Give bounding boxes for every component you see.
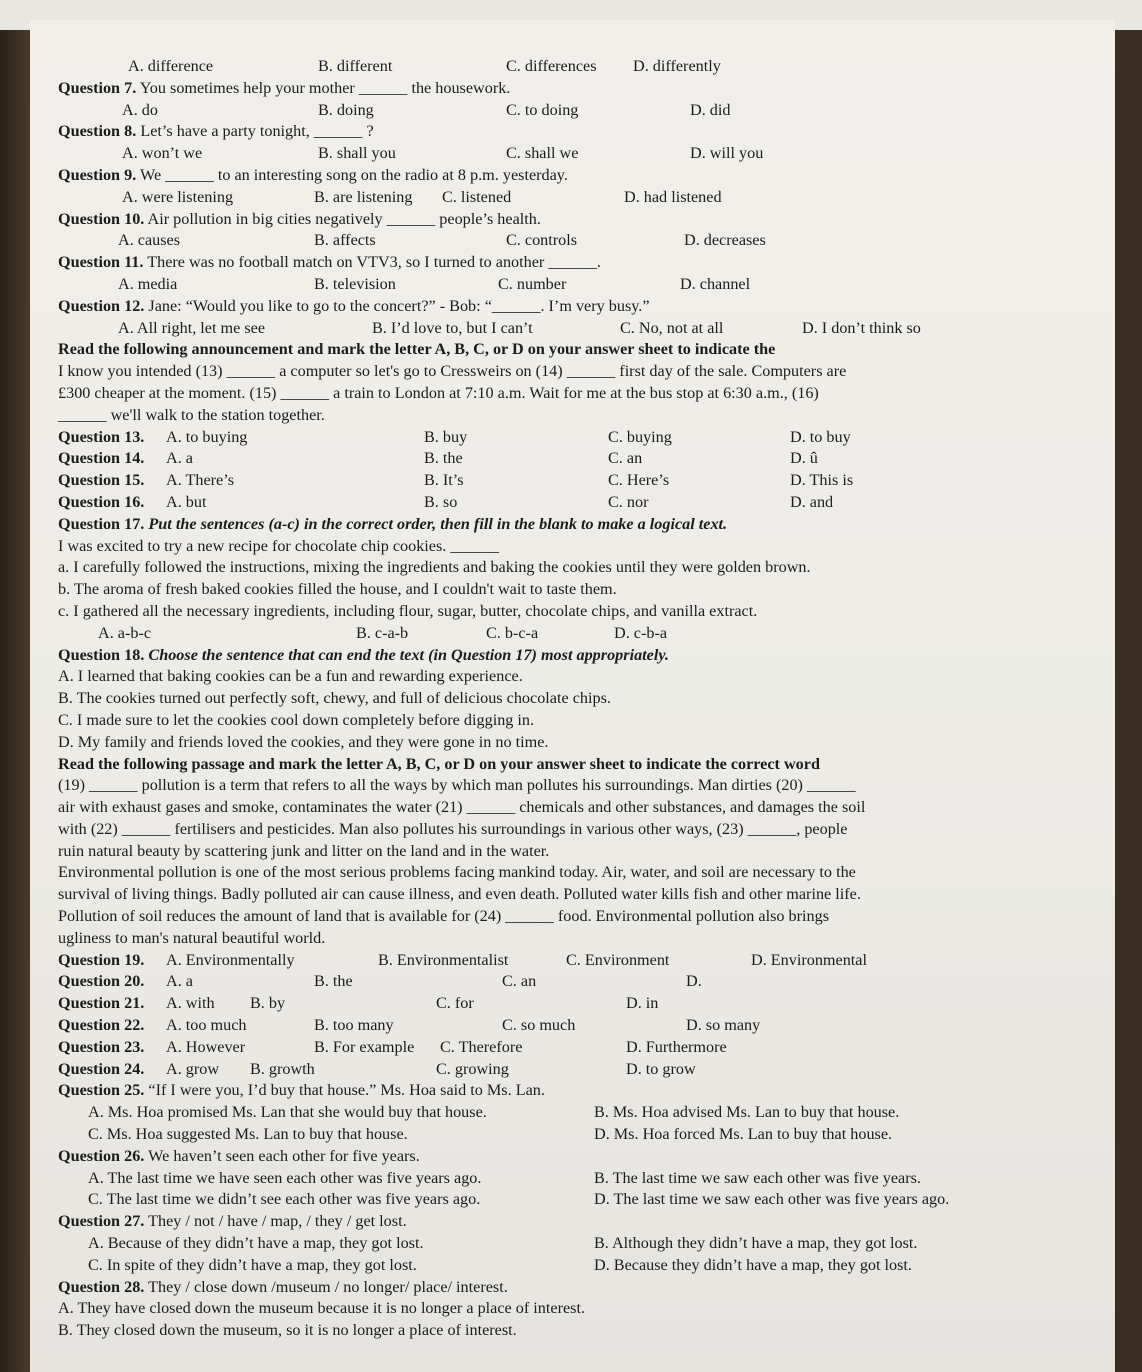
question-text: We haven’t seen each other for five years.	[144, 1146, 420, 1165]
passage-line: ______ we'll walk to the station together.	[58, 405, 325, 424]
answer-option: B. by	[250, 994, 286, 1013]
question-label: Question 15.	[58, 471, 145, 490]
answer-option: B. c-a-b	[356, 623, 409, 642]
section-heading-text: Read the following passage and mark the letter A, B, C, or D on your answer sheet to indicate the correct word	[58, 754, 820, 773]
text-line	[58, 862, 1058, 884]
answer-option: D. û	[790, 449, 818, 468]
question-options-row	[58, 492, 1058, 514]
passage-line: I know you intended (13) ______ a computer so let's go to Cressweirs on (14) ______ first day of the sale. Computers are	[58, 362, 847, 381]
question-label: Question 8.	[58, 122, 137, 141]
text-line	[58, 884, 1058, 906]
answer-option: D. to buy	[790, 427, 851, 446]
question-text: There was no football match on VTV3, so I turned to another ______.	[143, 253, 601, 272]
text-line	[58, 797, 1058, 819]
answer-option: D.	[686, 972, 702, 991]
text-line	[58, 710, 1058, 732]
question-label: Question 11.	[58, 253, 144, 272]
answer-option: B. shall you	[318, 144, 396, 163]
section-heading	[58, 754, 1058, 776]
answer-option: C. The last time we didn’t see each other was five years ago.	[88, 1190, 481, 1209]
answer-option: A. were listening	[122, 187, 234, 206]
question-text: We ______ to an interesting song on the radio at 8 p.m. yesterday.	[136, 165, 568, 184]
question-label: Question 28.	[58, 1277, 145, 1296]
answer-option: D. had listened	[624, 187, 722, 206]
section-heading	[58, 339, 1058, 361]
passage-line: b. The aroma of fresh baked cookies filled the house, and I couldn't wait to taste them.	[58, 580, 617, 599]
text-line	[58, 383, 1058, 405]
answer-option: B. different	[318, 57, 393, 75]
question-instruction: Put the sentences (a-c) in the correct order, then fill in the blank to make a logical text.	[144, 514, 728, 533]
question-label: Question 20.	[58, 972, 145, 991]
passage-line: c. I gathered all the necessary ingredients, including flour, sugar, butter, chocolate chips, and vanilla extract.	[58, 601, 758, 620]
question-label: Question 16.	[58, 492, 145, 511]
answer-option: C. buying	[608, 427, 672, 446]
question-line	[58, 121, 1058, 143]
answer-option: A. There’s	[166, 471, 235, 490]
answer-option: A. a	[166, 449, 193, 468]
text-line	[58, 361, 1058, 383]
answer-option: A. All right, let me see	[118, 318, 266, 337]
passage-line: a. I carefully followed the instructions, mixing the ingredients and baking the cookies until they were golden brown.	[58, 558, 811, 577]
answer-option: D. differently	[633, 57, 721, 75]
answer-option: C. to doing	[506, 100, 579, 119]
answer-option: C. so much	[502, 1016, 576, 1035]
answer-option: A. do	[122, 100, 158, 119]
answer-option: D. I don’t think so	[802, 318, 921, 337]
passage-line: I was excited to try a new recipe for chocolate chip cookies. ______	[58, 536, 499, 555]
answer-option: C. an	[608, 449, 643, 468]
question-text: “If I were you, I’d buy that house.” Ms. Hoa said to Ms. Lan.	[144, 1081, 545, 1100]
answer-option: C. Therefore	[440, 1037, 523, 1056]
answer-option: B. television	[314, 274, 396, 293]
answer-option: C. number	[498, 274, 567, 293]
answer-option: C. listened	[442, 187, 512, 206]
text-line	[58, 688, 1058, 710]
answer-option: C. an	[502, 972, 537, 991]
passage-line: B. They closed down the museum, so it is no longer a place of interest.	[58, 1321, 517, 1340]
passage-line: (19) ______ pollution is a term that refers to all the ways by which man pollutes his surroundings. Man dirties (20) ______	[58, 776, 856, 795]
answer-option: D. This is	[790, 471, 854, 490]
question-instruction: Choose the sentence that can end the text (in Question 17) most appropriately.	[144, 645, 669, 664]
answer-option: B. too many	[314, 1016, 394, 1035]
question-label: Question 21.	[58, 994, 145, 1013]
passage-line: B. The cookies turned out perfectly soft, chewy, and full of delicious chocolate chips.	[58, 689, 611, 708]
answer-option: B. the	[314, 972, 353, 991]
answer-option: A. The last time we have seen each other was five years ago.	[88, 1168, 482, 1187]
answer-option: C. No, not at all	[620, 318, 724, 337]
answer-option: C. differences	[506, 57, 597, 75]
answer-option: A. Ms. Hoa promised Ms. Lan that she would buy that house.	[88, 1103, 487, 1122]
answer-option: D. Environmental	[751, 950, 867, 969]
answer-option: A. won’t we	[122, 144, 203, 163]
question-label: Question 13.	[58, 427, 145, 446]
answer-option: D. decreases	[684, 231, 766, 250]
question-text: They / close down /museum / no longer/ place/ interest.	[144, 1277, 508, 1296]
answer-option: B. are listening	[314, 187, 413, 206]
text-line	[58, 775, 1058, 797]
answer-option: C. for	[436, 994, 474, 1013]
text-line	[58, 601, 1058, 623]
passage-line: with (22) ______ fertilisers and pesticides. Man also pollutes his surroundings in various other ways, (23) ______, people	[58, 819, 848, 838]
question-line	[58, 514, 1058, 536]
answer-option: B. For example	[314, 1037, 415, 1056]
answer-options-row	[58, 1124, 1058, 1146]
question-options-row	[58, 971, 1058, 993]
answer-option: D. to grow	[626, 1059, 696, 1078]
answer-option: C. controls	[506, 231, 578, 250]
passage-line: Pollution of soil reduces the amount of land that is available for (24) ______ food. Environmental pollution also brings	[58, 907, 830, 926]
passage-line: ruin natural beauty by scattering junk and litter on the land and in the water.	[58, 841, 550, 860]
answer-option: D. c-b-a	[614, 623, 668, 642]
text-line	[58, 666, 1058, 688]
passage-line: Environmental pollution is one of the most serious problems facing mankind today. Air, water, and soil are necessary to the	[58, 863, 856, 882]
text-line	[58, 557, 1058, 579]
passage-line: £300 cheaper at the moment. (15) ______ a train to London at 7:10 a.m. Wait for me at the bus stop at 6:30 a.m., (16)	[58, 383, 819, 402]
question-label: Question 19.	[58, 950, 145, 969]
text-line	[58, 732, 1058, 754]
question-label: Question 17.	[58, 514, 145, 533]
answer-options-row	[58, 1233, 1058, 1255]
question-label: Question 25.	[58, 1081, 145, 1100]
question-line	[58, 78, 1058, 100]
answer-option: D. did	[690, 100, 731, 119]
answer-option: B. I’d love to, but I can’t	[372, 318, 533, 337]
answer-option: B. It’s	[424, 471, 464, 490]
answer-option: B. The last time we saw each other was five years.	[594, 1168, 921, 1187]
passage-line: A. I learned that baking cookies can be a fun and rewarding experience.	[58, 667, 523, 686]
answer-option: C. shall we	[506, 144, 579, 163]
answer-options-row	[58, 274, 1058, 296]
question-line	[58, 1277, 1058, 1299]
question-options-row	[58, 427, 1058, 449]
answer-option: C. b-c-a	[486, 623, 539, 642]
question-text: Let’s have a party tonight, ______ ?	[136, 122, 374, 141]
answer-option: A. to buying	[166, 427, 248, 446]
question-label: Question 14.	[58, 449, 145, 468]
question-line	[58, 1211, 1058, 1233]
answer-option: D. in	[626, 994, 659, 1013]
question-options-row	[58, 993, 1058, 1015]
worksheet-content	[58, 56, 1058, 1342]
question-text: Air pollution in big cities negatively ______ people’s health.	[144, 209, 541, 228]
question-label: Question 12.	[58, 296, 145, 315]
answer-option: A. but	[166, 492, 207, 511]
answer-options-row	[58, 187, 1058, 209]
passage-line: survival of living things. Badly polluted air can cause illness, and even death. Polluted water kills fish and other marine life.	[58, 885, 861, 904]
question-label: Question 23.	[58, 1037, 145, 1056]
text-line	[58, 819, 1058, 841]
passage-line: air with exhaust gases and smoke, contaminates the water (21) ______ chemicals and other substances, and damages the soil	[58, 798, 866, 817]
text-line	[58, 579, 1058, 601]
answer-option: A. However	[166, 1037, 246, 1056]
answer-option: A. too much	[166, 1016, 247, 1035]
answer-option: A. Environmentally	[166, 950, 295, 969]
question-label: Question 22.	[58, 1016, 145, 1035]
question-label: Question 24.	[58, 1059, 145, 1078]
question-options-row	[58, 1059, 1058, 1081]
answer-option: D. will you	[690, 144, 764, 163]
question-label: Question 9.	[58, 165, 137, 184]
question-text: Jane: “Would you like to go to the concert?” - Bob: “______. I’m very busy.”	[144, 296, 650, 315]
text-line	[58, 536, 1058, 558]
desk-background	[0, 0, 30, 1372]
answer-options-row	[58, 100, 1058, 122]
question-text: You sometimes help your mother ______ the housework.	[136, 78, 511, 97]
answer-option: A. media	[118, 274, 178, 293]
answer-option: D. so many	[686, 1016, 761, 1035]
answer-option: D. The last time we saw each other was five years ago.	[594, 1190, 950, 1209]
answer-option: B. doing	[318, 100, 374, 119]
answer-option: B. so	[424, 492, 458, 511]
question-line	[58, 296, 1058, 318]
text-line	[58, 405, 1058, 427]
answer-options-row	[58, 623, 1058, 645]
question-line	[58, 1080, 1058, 1102]
question-line	[58, 165, 1058, 187]
answer-option: C. growing	[436, 1059, 509, 1078]
question-label: Question 10.	[58, 209, 145, 228]
answer-option: C. Environment	[566, 950, 670, 969]
answer-options-row	[58, 230, 1058, 252]
passage-line: A. They have closed down the museum because it is no longer a place of interest.	[58, 1299, 585, 1318]
question-label: Question 18.	[58, 645, 145, 664]
answer-options-row	[58, 1168, 1058, 1190]
answer-option: C. nor	[608, 492, 649, 511]
text-line	[58, 906, 1058, 928]
answer-options-row	[58, 143, 1058, 165]
question-options-row	[58, 448, 1058, 470]
answer-option: A. Because of they didn’t have a map, they got lost.	[88, 1234, 424, 1253]
question-label: Question 27.	[58, 1212, 145, 1231]
question-label: Question 7.	[58, 78, 137, 97]
passage-line: C. I made sure to let the cookies cool down completely before digging in.	[58, 710, 535, 729]
question-line	[58, 209, 1058, 231]
answer-option: A. grow	[166, 1059, 220, 1078]
section-heading-text: Read the following announcement and mark the letter A, B, C, or D on your answer sheet to indicate the	[58, 340, 776, 359]
passage-line: ugliness to man's natural beautiful world.	[58, 928, 326, 947]
question-options-row	[58, 470, 1058, 492]
answer-option: C. In spite of they didn’t have a map, they got lost.	[88, 1255, 417, 1274]
question-line	[58, 1146, 1058, 1168]
question-text: They / not / have / map, / they / get lost.	[144, 1212, 407, 1231]
answer-option: D. and	[790, 492, 834, 511]
answer-option: C. Here’s	[608, 471, 670, 490]
answer-option: B. buy	[424, 427, 468, 446]
question-options-row	[58, 1015, 1058, 1037]
question-options-row	[58, 950, 1058, 972]
answer-options-row	[58, 1189, 1058, 1211]
answer-option: A. a	[166, 972, 193, 991]
answer-options-row	[58, 56, 1058, 78]
question-label: Question 26.	[58, 1146, 145, 1165]
answer-option: B. Environmentalist	[378, 950, 509, 969]
answer-option: D. Ms. Hoa forced Ms. Lan to buy that house.	[594, 1125, 893, 1144]
answer-options-row	[58, 1102, 1058, 1124]
answer-option: A. a-b-c	[98, 623, 152, 642]
answer-option: D. channel	[680, 274, 751, 293]
text-line	[58, 841, 1058, 863]
question-options-row	[58, 1037, 1058, 1059]
text-line	[58, 1298, 1058, 1320]
text-line	[58, 928, 1058, 950]
answer-options-row	[58, 318, 1058, 340]
answer-option: D. Furthermore	[626, 1037, 727, 1056]
answer-option: B. affects	[314, 231, 376, 250]
answer-option: D. Because they didn’t have a map, they got lost.	[594, 1255, 912, 1274]
passage-line: D. My family and friends loved the cookies, and they were gone in no time.	[58, 732, 549, 751]
answer-option: B. Ms. Hoa advised Ms. Lan to buy that house.	[594, 1103, 900, 1122]
question-line	[58, 252, 1058, 274]
answer-option: A. difference	[128, 57, 214, 75]
answer-option: A. with	[166, 994, 215, 1013]
answer-option: A. causes	[118, 231, 181, 250]
answer-option: B. the	[424, 449, 463, 468]
question-line	[58, 645, 1058, 667]
answer-option: B. growth	[250, 1059, 315, 1078]
answer-option: C. Ms. Hoa suggested Ms. Lan to buy that house.	[88, 1125, 408, 1144]
answer-option: B. Although they didn’t have a map, they got lost.	[594, 1234, 918, 1253]
answer-options-row	[58, 1255, 1058, 1277]
text-line	[58, 1320, 1058, 1342]
